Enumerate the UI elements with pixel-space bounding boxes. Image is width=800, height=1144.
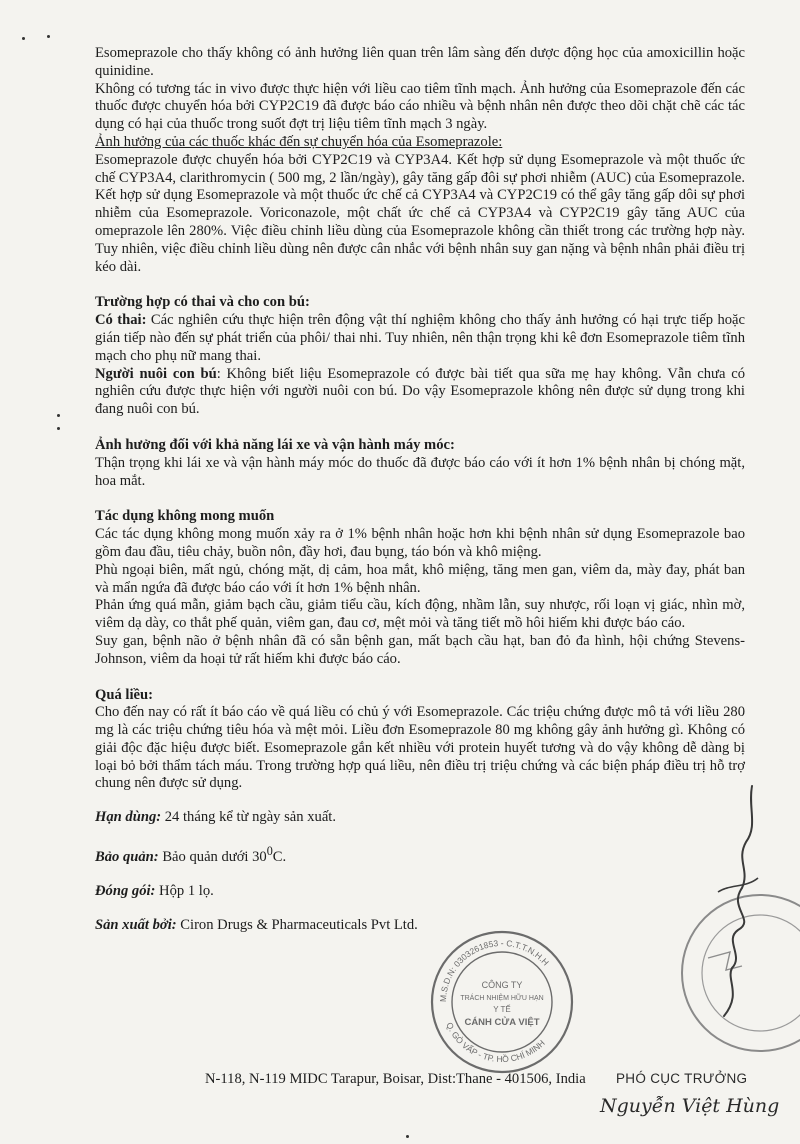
spacer (95, 490, 745, 508)
shelf-life-label: Hạn dùng: (95, 809, 162, 826)
scan-speck (57, 414, 60, 417)
packaging-value: Hộp 1 lọ. (155, 882, 214, 899)
side-effects-paragraph: Suy gan, bệnh não ở bệnh nhân đã có sẵn bệnh gan, mất bạch cầu hạt, ban đỏ đa hình, hội chứng Stevens-Johnson, viêm da hoại tử rất hiếm khi được báo cáo. (95, 632, 745, 667)
packaging-label: Đóng gói: (95, 882, 156, 899)
shelf-life-value: 24 tháng kể từ ngày sản xuất. (161, 809, 336, 826)
side-effects-paragraph: Phản ứng quá mẫn, giảm bạch cầu, giảm tiểu cầu, kích động, nhầm lẫn, suy nhược, rối loạn vị giác, nhìn mờ, viêm dạ dày, co thắt phế quản, viêm gan, đau cơ, mệt mỏi và tăng tiết mồ hôi hiếm khi được báo cáo. (95, 597, 745, 632)
spacer (95, 827, 745, 843)
scan-speck (406, 1135, 409, 1138)
scan-speck (47, 35, 50, 38)
signature-stroke (718, 878, 758, 892)
side-effects-paragraph: Phù ngoại biên, mất ngủ, chóng mặt, dị cảm, hoa mắt, khô miệng, tăng men gan, viêm da, mày đay, phát ban và mẩn ngứa đã được báo cáo với ít hơn 1% bệnh nhân. (95, 561, 745, 596)
spacer (95, 901, 745, 917)
interaction-paragraph: Không có tương tác in vivo được thực hiện với liều cao tiêm tĩnh mạch. Ảnh hưởng của Esomeprazole đến các thuốc được chuyển hóa bởi CYP2C19 đã được báo cáo nhiều và bệnh nhân nên được theo dõi chặt chẽ các tác dụng có hại của thuốc trong suốt đợt trị liệu tiêm tĩnh mạch 3 ngày. (95, 80, 745, 133)
other-drugs-heading: Ảnh hưởng của các thuốc khác đến sự chuyển hóa của Esomeprazole: (95, 133, 503, 150)
stamp-line-1: CÔNG TY (481, 980, 523, 990)
signature-stroke (724, 786, 752, 1016)
overdose-text: Cho đến nay có rất ít báo cáo về quá liều có chủ ý với Esomeprazole. Các triệu chứng được mô tả với liều 280 mg là các triệu chứng tiêu hóa và mệt mỏi. Liều đơn Esomeprazole 80 mg không gây ảnh hưởng gì. Không có giải độc đặc hiệu được biết. Esomeprazole gắn kết nhiều với protein huyết tương và do vậy không dễ dàng bị loại bỏ bởi thẩm tách máu. Trong trường hợp quá liều, nên điều trị triệu chứng và các biện pháp điều trị hỗ trợ chung nên được sử dụng. (95, 704, 745, 792)
spacer (95, 419, 745, 437)
other-drugs-text: Esomeprazole được chuyển hóa bởi CYP2C19 và CYP3A4. Kết hợp sử dụng Esomeprazole và một thuốc ức chế CYP3A4, clarithromycin ( 500 mg, 2 lần/ngày), gây tăng gấp đôi sự phơi nhiễm (AUC) của Esomeprazole. Kết hợp sử dụng Esomeprazole và một thuốc ức chế cả CYP3A4 và CYP2C19 có thể gây tăng gấp dôi sự phơi nhiễm của Esomeprazole. Voriconazole, một chất ức chế cả CYP3A4 và CYP2C19 gây tăng AUC của omeprazole lên 280%. Việc điều chỉnh liều dùng của Esomeprazole không cần thiết trong các trường hợp này. Tuy nhiên, việc điều chỉnh liều dùng nên được cân nhắc với bệnh nhân suy gan nặng và bệnh nhân phải điều trị kéo dài. (95, 151, 745, 275)
nursing-paragraph (95, 366, 745, 419)
nursing-label: Người nuôi con bú (95, 365, 217, 382)
handwritten-signature (698, 780, 768, 1030)
manufacturer-address: N-118, N-119 MIDC Tarapur, Boisar, Dist:Thane - 401506, India (205, 1071, 586, 1087)
company-stamp (428, 928, 576, 1076)
nursing-text: : Không biết liệu Esomeprazole có được bài tiết qua sữa mẹ hay không. Vẫn chưa có nghiên cứu được thực hiện với người nuôi con bú. Do vậy Esomeprazole không nên được sử dụng trong khi đang nuôi con bú. (95, 365, 745, 418)
overdose-heading: Quá liều: (95, 686, 153, 703)
signatory-name: Nguyễn Việt Hùng (600, 1095, 780, 1117)
driving-text: Thận trọng khi lái xe và vận hành máy móc do thuốc đã được báo cáo với ít hơn 1% bệnh nhân bị chóng mặt, hoa mắt. (95, 454, 745, 489)
stamp-ring-text: M.S.D.N: 0303261853 - C.T.T.N.H.H (437, 937, 551, 1003)
side-effects-paragraph: Các tác dụng không mong muốn xảy ra ở 1% bệnh nhân hoặc hơn khi bệnh nhân sử dụng Esomeprazole bao gồm đau đầu, tiêu chảy, buồn nôn, đầy hơi, đau bụng, táo bón và khô miệng. (95, 526, 745, 560)
stamp-inner-ring (452, 952, 552, 1052)
pregnant-text: Các nghiên cứu thực hiện trên động vật thí nghiệm không cho thấy ảnh hưởng có hại trực tiếp hoặc gián tiếp nào đến sự phát triển của phôi/ thai nhi. Tuy nhiên, nên thận trọng khi kê đơn Esomeprazole tiêm tĩnh mạch cho phụ nữ mang thai. (95, 312, 745, 364)
side-effects-heading: Tác dụng không mong muốn (95, 508, 275, 525)
stamp-line-2: TRÁCH NHIỆM HỮU HẠN (460, 995, 544, 1002)
manufacturer-line (95, 917, 745, 935)
signatory-title: PHÓ CỤC TRƯỞNG (616, 1071, 748, 1086)
driving-heading: Ảnh hưởng đối với khả năng lái xe và vận hành máy móc: (95, 436, 455, 453)
spacer (95, 669, 745, 687)
spacer (95, 867, 745, 883)
storage-unit: C. (272, 848, 287, 865)
packaging-line (95, 883, 745, 901)
manufacturer-value: Ciron Drugs & Pharmaceuticals Pvt Ltd. (176, 916, 418, 933)
stamp-bottom-text: Q. GÒ VẤP - TP. HỒ CHÍ MINH (444, 1020, 547, 1065)
manufacturer-label: Sản xuất bởi: (95, 916, 177, 933)
storage-line (95, 843, 745, 867)
storage-value: Bảo quản dưới 30 (158, 848, 267, 865)
stamp-line-3: Y TẾ (493, 1005, 511, 1014)
scan-speck (57, 427, 60, 430)
spacer (95, 793, 745, 809)
interaction-paragraph: Esomeprazole cho thấy không có ảnh hưởng liên quan trên lâm sàng đến dược động học của amoxicillin hoặc quinidine. (95, 45, 745, 79)
storage-label: Bảo quản: (95, 848, 159, 865)
pregnancy-heading: Trường hợp có thai và cho con bú: (95, 294, 310, 311)
storage-degree: 0 (266, 844, 273, 859)
stamp-outer-ring (432, 932, 572, 1072)
shelf-life-line (95, 809, 745, 827)
pregnant-label: Có thai: (95, 312, 147, 329)
scan-speck (22, 37, 25, 40)
document-body (95, 45, 745, 934)
pregnancy-paragraph (95, 312, 745, 365)
spacer (95, 276, 745, 294)
stamp-line-4: CÁNH CỬA VIỆT (464, 1017, 540, 1028)
